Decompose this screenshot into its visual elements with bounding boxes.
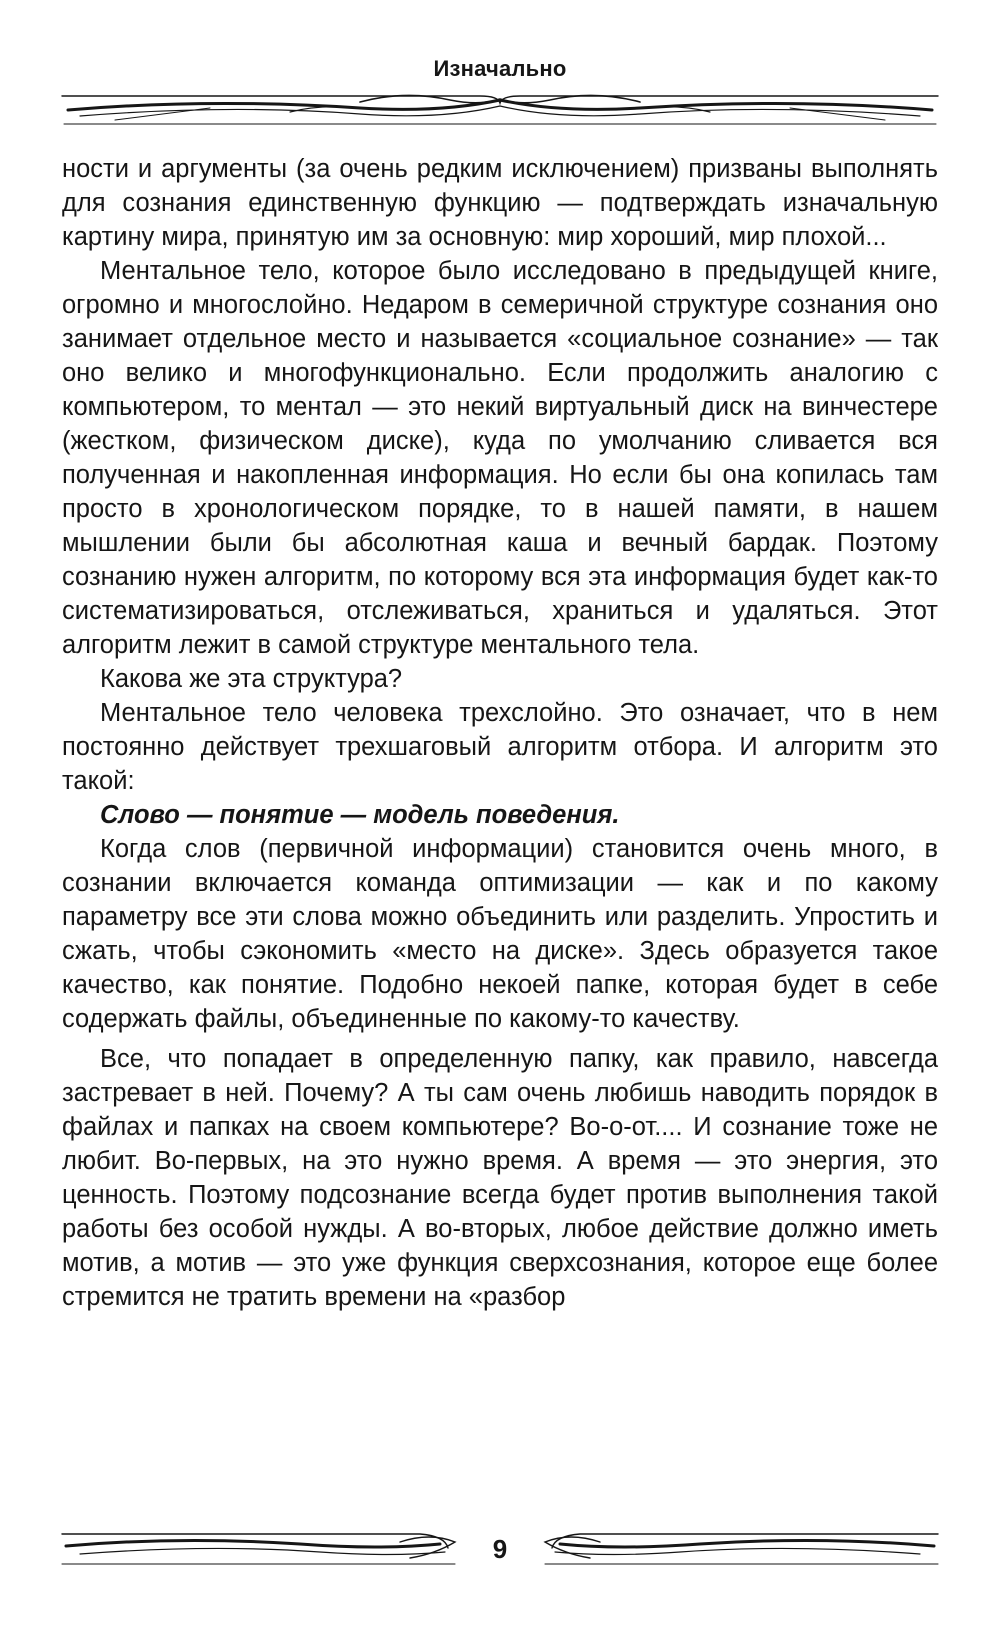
page-number: 9 [492,1534,508,1564]
header-ornament [60,90,940,130]
paragraph-5: Когда слов (первичной информации) становится очень много, в сознании включается команда оптимизации — как и по какому параметру все эти слова можно объединить или разделить. Упростить и сжать, чтобы сэкономить «место на диске». Здесь образуется такое качество, как понятие. Подобно некоей папке, которая будет в себе содержать файлы, объединенные по какому-то качеству. [62,835,938,1033]
main-text [62,152,938,1314]
running-header: Изначально [433,56,567,81]
paragraph-1: ности и аргументы (за очень редким исключением) призваны выполнять для сознания единственную функцию — подтверждать изначальную картину мира, принятую им за основную: мир хороший, мир плохой... [62,155,938,251]
emphasized-formula: Слово — понятие — модель поведения. [100,801,620,829]
paragraph-2: Ментальное тело, которое было исследовано в предыдущей книге, огромно и многослойно. Недаром в семеричной структуре сознания оно занимает отдельное место и называется «социальное сознание» — так оно велико и многофункционально. Если продолжить аналогию с компьютером, то ментал — это некий виртуальный диск на винчестере (жестком, физическом диске), куда по умолчанию сливается вся полученная и накопленная информация. Но если бы она копилась там просто в хронологическом порядке, то в нашей памяти, в нашем мышлении были бы абсолютная каша и вечный бардак. Поэтому сознанию нужен алгоритм, по которому вся эта информация будет как-то систематизироваться, отслеживаться, храниться и удаляться. Этот алгоритм лежит в самой структуре ментального тела. [62,257,938,659]
paragraph-4: Ментальное тело человека трехслойно. Это означает, что в нем постоянно действует трехшаговый алгоритм отбора. И алгоритм это такой: [62,699,938,795]
paragraph-3: Какова же эта структура? [100,665,403,693]
paragraph-6: Все, что попадает в определенную папку, как правило, навсегда застревает в ней. Почему? А ты сам очень любишь наводить порядок в файлах и папках на своем компьютере? Во-о-от.... И сознание тоже не любит. Во-первых, на это нужно время. А время — это энергия, это ценность. Поэтому подсознание всегда будет против выполнения такой работы без особой нужды. А во-вторых, любое действие должно иметь мотив, а мотив — это уже функция сверхсознания, которое еще более стремится не тратить времени на «разбор [62,1045,938,1311]
